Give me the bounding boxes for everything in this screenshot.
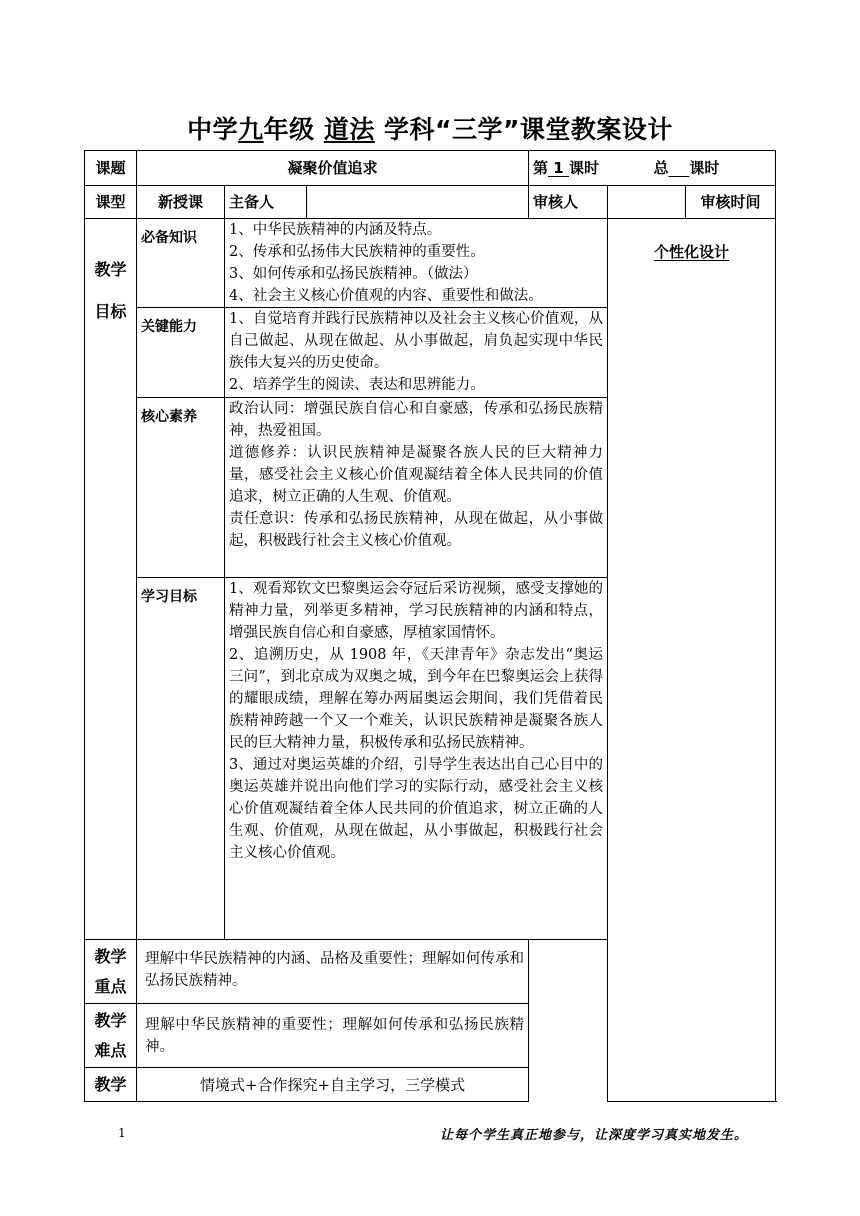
key-points-label: 教学 重点 [85, 940, 137, 1004]
review-time-label: 审核时间 [686, 186, 776, 219]
type-row [85, 186, 776, 219]
footer-motto: 让每个学生真正地参与，让深度学习真实地发生。 [439, 1128, 748, 1143]
lesson-prefix: 第 [533, 159, 549, 177]
goal-row-knowledge [85, 219, 776, 308]
goals-label: 教学 目标 [85, 219, 137, 940]
lesson-hours [529, 151, 776, 186]
section-text-literacy: 政治认同：增强民族自信心和自豪感，传承和弘扬民族精神，热爱祖国。 道德修养：认识民族精神是凝聚各族人民的巨大精神力量，感受社会主义核心价值观凝结着全体人民共同的价值追求，树立正确的人生观、价值观。 责任意识：传承和弘扬民族精神，从现在做起，从小事做起，积极践行社会主义核心价值观。 [225, 398, 608, 578]
lesson-number: 1 [553, 159, 564, 177]
section-text-ability: 1、自觉培育并践行民族精神以及社会主义核心价值观，从自己做起、从现在做起、从小事做起，肩负起实现中华民族伟大复兴的历史使命。 2、培养学生的阅读、表达和思辨能力。 [225, 308, 608, 398]
topic-value: 凝聚价值追求 [137, 151, 529, 186]
difficulties-text: 理解中华民族精神的重要性；理解如何传承和弘扬民族精神。 [137, 1004, 529, 1068]
page-title [0, 110, 860, 146]
difficulties-label: 教学 难点 [85, 1004, 137, 1068]
topic-row [85, 151, 776, 186]
reviewer-label: 审核人 [529, 186, 608, 219]
page-number: 1 [118, 1126, 126, 1140]
title-prefix: 中学 [187, 115, 239, 144]
title-grade: 九 [238, 115, 264, 144]
type-label: 课型 [85, 186, 137, 219]
key-points-text: 理解中华民族精神的内涵、品格及重要性；理解如何传承和弘扬民族精神。 [137, 940, 529, 1004]
title-subject: 道法 [323, 115, 375, 144]
personalized-design: 个性化设计 [608, 219, 776, 1102]
preparer-value [307, 186, 529, 219]
lesson-plan-table [84, 150, 776, 1102]
reviewer-value [608, 186, 686, 219]
section-text-knowledge: 1、中华民族精神的内涵及特点。 2、传承和弘扬伟大民族精神的重要性。 3、如何传承和弘扬民族精神。（做法） 4、社会主义核心价值观的内容、重要性和做法。 [225, 219, 608, 308]
title-grade-suffix: 年级 [263, 115, 324, 144]
total-suffix: 课时 [689, 159, 720, 177]
section-label-ability: 关键能力 [137, 308, 225, 398]
preparer-label: 主备人 [225, 186, 307, 219]
title-rest: 学科“三学”课堂教案设计 [374, 115, 673, 144]
method-text: 情境式+合作探究+自主学习，三学模式 [137, 1068, 529, 1102]
section-label-literacy: 核心素养 [137, 398, 225, 578]
type-value: 新授课 [137, 186, 225, 219]
lesson-suffix: 课时 [568, 159, 599, 177]
topic-label: 课题 [85, 151, 137, 186]
total-label: 总 [653, 159, 669, 177]
method-label: 教学 [85, 1068, 137, 1102]
section-label-learning: 学习目标 [137, 578, 225, 940]
section-label-knowledge: 必备知识 [137, 219, 225, 308]
section-text-learning: 1、观看郑钦文巴黎奥运会夺冠后采访视频，感受支撑她的精神力量，列举更多精神，学习民族精神的内涵和特点，增强民族自信心和自豪感，厚植家国情怀。 2、追溯历史，从 1908 年，《天津青年》杂志发出“奥运三问”，到北京成为双奥之城，到今年在巴黎奥运会上获得的耀眼成绩，理解在筹办两届奥运会期间，我们凭借着民族精神跨越一个又一个难关，认识民族精神是凝聚各族人民的巨大精神力量，积极传承和弘扬民族精神。 3、通过对奥运英雄的介绍，引导学生表达出自己心目中的奥运英雄并说出向他们学习的实际行动，感受社会主义核心价值观凝结着全体人民共同的价值追求，树立正确的人生观、价值观，从现在做起，从小事做起，积极践行社会主义核心价值观。 [225, 578, 608, 940]
